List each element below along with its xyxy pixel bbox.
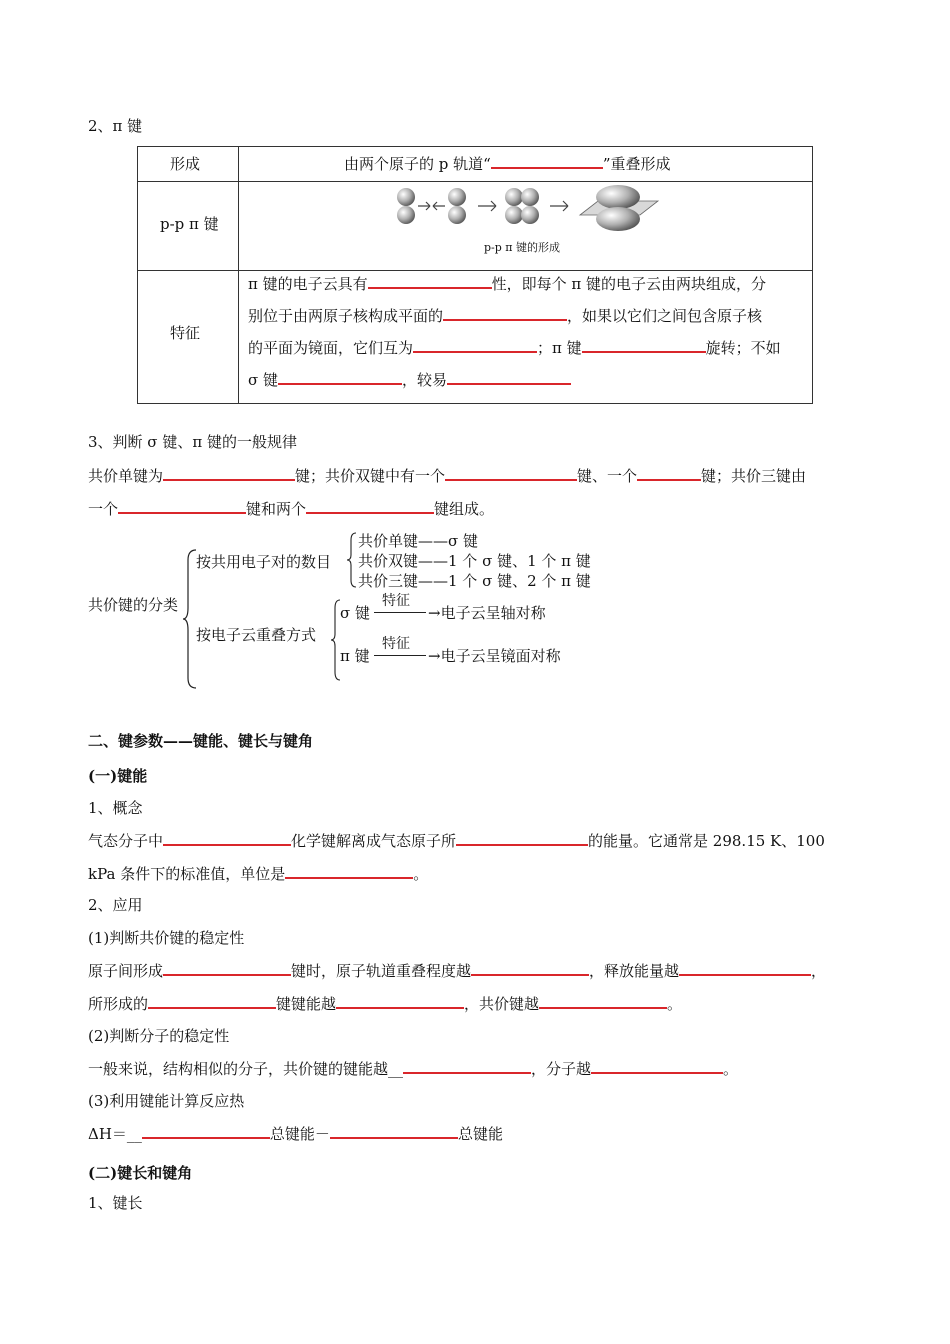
answer-blank[interactable] — [163, 830, 291, 846]
row-label-feature: 特征 — [170, 324, 201, 342]
answer-blank[interactable] — [285, 863, 413, 879]
p-orbital-lobe — [448, 188, 466, 206]
application-2-heading: (2)判断分子的稳定性 — [88, 1027, 230, 1045]
pi-bond-label: π 键 — [340, 647, 370, 665]
arrow-icon — [550, 201, 568, 211]
answer-blank[interactable] — [591, 1058, 723, 1074]
answer-blank[interactable] — [637, 465, 701, 481]
answer-blank[interactable] — [539, 993, 667, 1009]
application-3-heading: (3)利用键能计算反应热 — [88, 1092, 245, 1110]
p-orbital-lobe — [448, 206, 466, 224]
arrow-line — [374, 612, 426, 613]
arrow-icon — [433, 202, 445, 210]
subheading-bond-length-angle: (二)键长和键角 — [88, 1164, 193, 1182]
answer-blank[interactable] — [306, 498, 434, 514]
arrow-label-feature: 特征 — [382, 636, 410, 652]
double-bond-item: 共价双键——1 个 σ 键、1 个 π 键 — [358, 552, 591, 570]
feature-line-2: 别位于由两原子核构成平面的 ，如果以它们之间包含原子核 — [248, 307, 763, 325]
feature-line-4: σ 键 ，较易 — [248, 369, 571, 390]
p-orbital-lobe — [505, 188, 523, 206]
row-label-formation: 形成 — [170, 155, 201, 173]
branch-by-electron-pairs: 按共用电子对的数目 — [196, 553, 332, 571]
answer-blank[interactable] — [443, 305, 567, 321]
triple-bond-item: 共价三键——1 个 σ 键、2 个 π 键 — [358, 572, 591, 590]
answer-blank[interactable] — [679, 960, 811, 976]
section-heading-pi-bond: 2、π 键 — [88, 117, 143, 135]
arrow-icon — [418, 202, 430, 210]
p-orbital-lobe — [505, 206, 523, 224]
concept-heading: 1、概念 — [88, 799, 143, 817]
part-heading-bond-parameters: 二、键参数——键能、键长与键角 — [88, 732, 314, 750]
p-orbital-lobe — [397, 188, 415, 206]
answer-blank[interactable] — [403, 1058, 531, 1074]
rules-line-2: 一个 键和两个 键组成。 — [88, 500, 495, 518]
sigma-bond-result: →电子云呈轴对称 — [428, 604, 546, 622]
answer-blank[interactable] — [278, 369, 402, 385]
single-bond-item: 共价单键——σ 键 — [358, 532, 479, 550]
row-label-pp-pi: p-p π 键 — [160, 215, 219, 233]
sigma-bond-label: σ 键 — [340, 604, 371, 622]
p-orbital-lobe — [521, 188, 539, 206]
answer-blank[interactable] — [368, 273, 492, 289]
application-1-line-2: 所形成的 键键能越 ，共价键越 。 — [88, 995, 683, 1013]
pi-electron-cloud — [596, 207, 640, 231]
arrow-icon — [478, 201, 496, 211]
application-2-line-1: 一般来说，结构相似的分子，共价键的键能越__ ，分子越 。 — [88, 1060, 739, 1078]
feature-line-1: π 键的电子云具有 性，即每个 π 键的电子云由两块组成，分 — [248, 275, 767, 293]
answer-blank[interactable] — [118, 498, 246, 514]
arrow-label-feature: 特征 — [382, 593, 410, 609]
p-orbital-lobe — [397, 206, 415, 224]
answer-blank[interactable] — [163, 465, 295, 481]
formation-text: 由两个原子的 p 轨道“ ”重叠形成 — [344, 155, 671, 173]
answer-blank[interactable] — [148, 993, 276, 1009]
concept-line-2: kPa 条件下的标准值，单位是 。 — [88, 865, 429, 883]
answer-blank[interactable] — [447, 369, 571, 385]
table-row-divider — [138, 181, 812, 182]
answer-blank[interactable] — [163, 960, 291, 976]
brace-icon — [346, 531, 358, 589]
subheading-bond-energy: (一)键能 — [88, 767, 148, 785]
classification-root: 共价键的分类 — [88, 596, 179, 614]
branch-by-overlap: 按电子云重叠方式 — [196, 626, 317, 644]
application-3-formula: ΔH＝__ 总键能－ 总键能 — [88, 1125, 503, 1143]
application-1-line-1: 原子间形成 键时，原子轨道重叠程度越 ，释放能量越 ， — [88, 962, 827, 980]
rules-line-1: 共价单键为 键；共价双键中有一个 键、一个 键；共价三键由 — [88, 467, 807, 485]
arrow-line — [374, 655, 426, 656]
pi-bond-result: →电子云呈镜面对称 — [428, 647, 561, 665]
answer-blank[interactable] — [142, 1123, 270, 1139]
feature-line-3: 的平面为镜面，它们互为 ；π 键 旋转；不如 — [248, 339, 781, 357]
application-heading: 2、应用 — [88, 896, 143, 914]
answer-blank[interactable] — [445, 465, 577, 481]
answer-blank[interactable] — [471, 960, 589, 976]
pi-electron-cloud — [596, 185, 640, 209]
diagram-caption: p-p π 键的形成 — [484, 241, 561, 254]
answer-blank[interactable] — [491, 153, 603, 169]
concept-line-1: 气态分子中 化学键解离成气态原子所 的能量。它通常是 298.15 K、100 — [88, 832, 825, 850]
answer-blank[interactable] — [456, 830, 588, 846]
answer-blank[interactable] — [336, 993, 464, 1009]
pi-bond-formation-diagram — [390, 185, 666, 241]
answer-blank[interactable] — [330, 1123, 458, 1139]
pi-bond-table — [137, 146, 813, 404]
table-row-divider — [138, 270, 812, 271]
section-heading-rules: 3、判断 σ 键、π 键的一般规律 — [88, 433, 297, 451]
table-column-divider — [238, 147, 239, 403]
answer-blank[interactable] — [413, 337, 537, 353]
bond-length-heading: 1、键长 — [88, 1194, 143, 1212]
answer-blank[interactable] — [582, 337, 706, 353]
p-orbital-lobe — [521, 206, 539, 224]
application-1-heading: (1)判断共价键的稳定性 — [88, 929, 245, 947]
